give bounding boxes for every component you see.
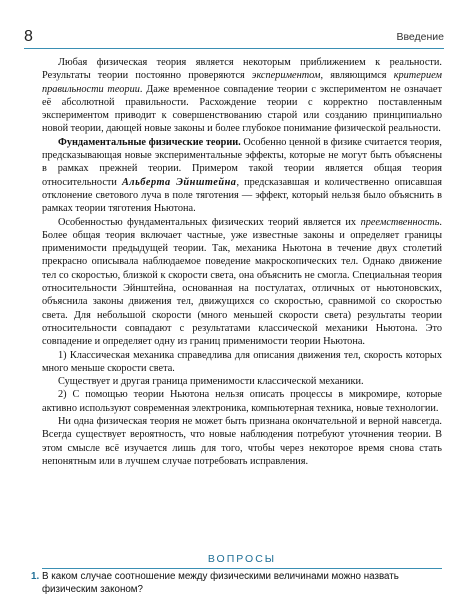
- questions-heading: ВОПРОСЫ: [207, 553, 277, 565]
- emphasis-term: критерием правильности теории: [42, 70, 442, 95]
- paragraph: 2) С помощью теории Ньютона нельзя описать процессы в микромире, которые активно используют современная электроника, компьютерная техника, новые технологии.: [42, 389, 442, 414]
- paragraph: Существует и другая граница применимости классической механики.: [58, 376, 364, 388]
- header-divider: [24, 48, 444, 49]
- question-item: [31, 571, 442, 596]
- questions-divider: [42, 568, 442, 569]
- body-text: [42, 56, 442, 468]
- question-number: 1.: [31, 571, 40, 582]
- section-title: Введение: [396, 31, 444, 43]
- page-header: [24, 28, 444, 48]
- person-name: Альберта Эйнштейна: [121, 176, 237, 188]
- page-number: 8: [24, 28, 33, 45]
- paragraph: Любая физическая теория является некоторым приближением к реальности. Результаты теории постоянно проверяются экспериментом, являющимся критерием правильности теории. Даже временное совпадение теории с экспериментом не означает её абсолютной правильности. Расхождение теории с корректно поставленным экспериментом приводит к совершенствованию старой или созданию принципиально новой теории, дающей новые законы и более глубокое понимание физической реальности.: [42, 57, 442, 135]
- paragraph: Ни одна физическая теория не может быть признана окончательной и верной навсегда. Всегда существует вероятность, что новые наблюдения потребуют уточнения теории. В этом смысле всё изучается лишь для того, чтобы через некоторое время снова стать непонятным или в лучшем случае потребовать исправления.: [42, 416, 442, 467]
- question-text: В каком случае соотношение между физическими величинами можно назвать физическим законом?: [42, 571, 399, 595]
- emphasis-term: преемственность: [360, 216, 440, 228]
- paragraph: 1) Классическая механика справедлива для описания движения тел, скорость которых много меньше скорости света.: [42, 349, 442, 374]
- paragraph: Фундаментальные физические теории. Особенно ценной в физике считается теория, предсказывающая новые экспериментальные эффекты, которые не могут быть объяснены в рамках прежней теории. Примером такой теории является общая теория относительности Альберта Эйнштейна, предсказавшая и количественно описавшая отклонение светового луча в поле тяготения — эффект, который нельзя было объяснить в рамках теории тяготения Ньютона.: [42, 136, 442, 215]
- paragraph: Особенностью фундаментальных физических теорий является их преемственность. Более общая теория включает частные, уже известные законы и определяет границы применимости предыдущей теории. Так, механика Ньютона в течение двух столетий прекрасно описывала наблюдаемое поведение макроскопических тел. Однако движение тел со скоростью, близкой к скорости света, она объяснить не смогла. Специальная теория относительности Эйнштейна, основанная на постулатах, отличных от ньютоновских, объяснила законы движения тел, движущихся со скоростью, сравнимой со скоростью света. Для небольшой скорости (много меньшей скорости света) результаты теории относительности совпадают с результатами классической механики Ньютона. Это совпадение и определяет одну из границ применимости теории Ньютона.: [42, 216, 442, 348]
- emphasis-term: экспериментом: [251, 70, 321, 82]
- subsection-term: Фундаментальные физические теории.: [58, 136, 241, 148]
